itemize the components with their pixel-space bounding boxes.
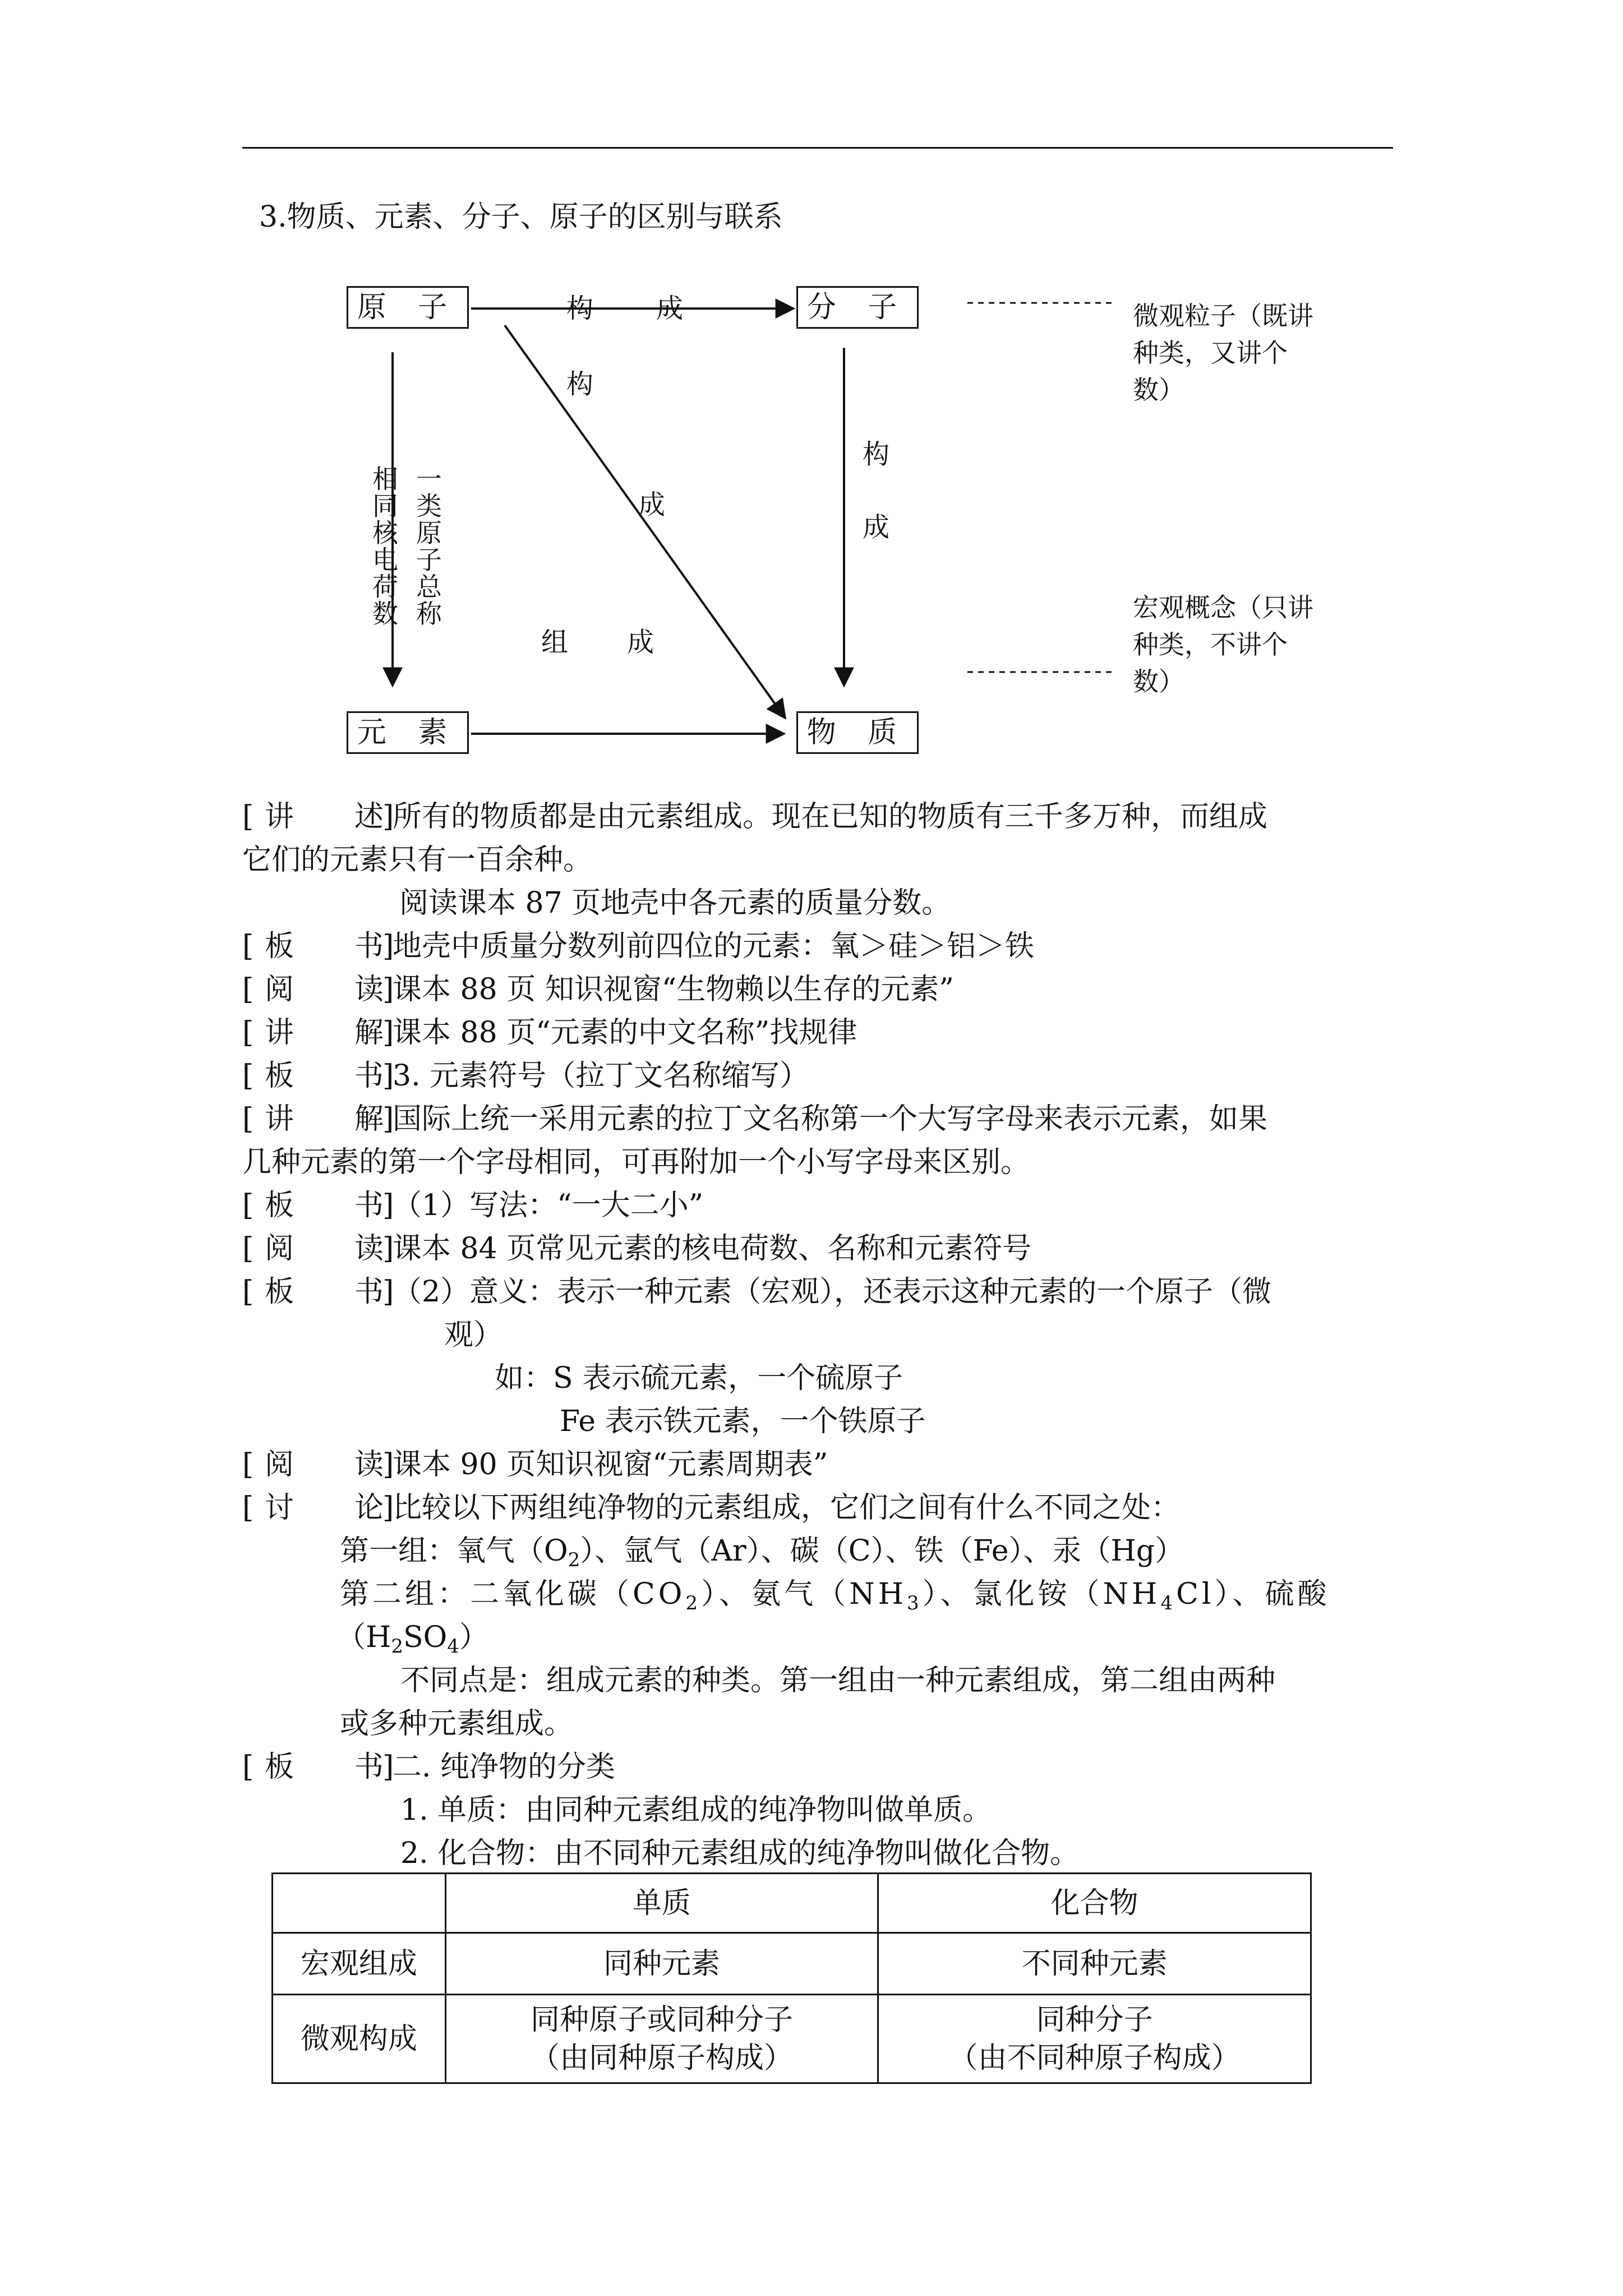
left-vertical-label-1: 相同核电荷数: [372, 464, 398, 629]
right-arrow-label-1: 构: [863, 439, 890, 470]
tag-bracket: [: [242, 1102, 254, 1136]
line-text: 课本 88 页“元素的中文名称”找规律: [393, 1016, 857, 1050]
formula-item: 铁（Fe）、: [914, 1534, 1053, 1568]
lesson-body: [242, 795, 1398, 1875]
tag-char: 讲: [265, 800, 294, 834]
tag-char: 阅: [265, 973, 294, 1006]
line-text: 比较以下两组纯净物的元素组成，它们之间有什么不同之处：: [393, 1491, 1181, 1525]
text-line: [242, 1141, 1398, 1184]
atom-box: 原 子: [347, 286, 469, 329]
table-header-element: 单质: [445, 1874, 878, 1933]
tag-bracket: ]: [382, 1491, 394, 1525]
line-text: 阅读课本 87 页地壳中各元素的质量分数。: [399, 886, 951, 920]
subscript: 2: [568, 1549, 580, 1571]
diag-label-1: 构: [566, 369, 594, 400]
subscript: 3: [906, 1592, 923, 1614]
text-line: [242, 795, 1398, 839]
line-text: 1. 单质：由同种元素组成的纯净物叫做单质。: [400, 1793, 992, 1827]
line-text: 课本 84 页常见元素的核电荷数、名称和元素符号: [393, 1232, 1032, 1266]
text-line: [242, 1616, 1398, 1659]
tag-char: 读: [354, 973, 384, 1006]
tag-bracket: [: [242, 800, 254, 834]
line-text: 课本 90 页知识视窗“元素周期表”: [393, 1448, 828, 1481]
tag-char: 书: [354, 1750, 384, 1784]
tag-char: 读: [354, 1232, 384, 1266]
text-line: [242, 1227, 1398, 1271]
tag-bracket: ]: [382, 800, 394, 834]
group-label: 第一组：: [340, 1534, 457, 1568]
concept-diagram: [314, 264, 1391, 769]
table-cell: 同种元素: [445, 1933, 878, 1995]
group-label: 第二组：: [340, 1577, 471, 1611]
cell-line: （由同种原子构成）: [531, 2041, 794, 2075]
tag-bracket: [: [242, 1232, 254, 1266]
tag-char: 书: [354, 1189, 384, 1222]
tag-bracket: [: [242, 1750, 254, 1784]
tag-bracket: ]: [382, 1275, 394, 1309]
text-line: [242, 1271, 1398, 1314]
formula-item: 氩气（Ar）、: [624, 1534, 790, 1568]
text-line: [242, 1443, 1398, 1487]
tag-bracket: [: [242, 1491, 254, 1525]
table-row: [273, 1995, 1311, 2083]
cell-line: （由不同种原子构成）: [948, 2041, 1241, 2075]
tag-bracket: ]: [382, 1016, 394, 1050]
tag-char: 讨: [265, 1491, 294, 1525]
text-line: [242, 1659, 1398, 1703]
tag-char: 书: [354, 1275, 384, 1309]
text-line: [242, 1789, 1398, 1832]
tag-bracket: ]: [382, 1750, 394, 1784]
text-line: [242, 882, 1398, 925]
line-text: 3. 元素符号（拉丁文名称缩写）: [393, 1059, 809, 1093]
top-arrow-label-2: 成: [656, 293, 684, 324]
bottom-label-2: 成: [627, 627, 654, 658]
table-cell: [445, 1995, 878, 2083]
tag-bracket: [: [242, 973, 254, 1006]
line-text: 国际上统一采用元素的拉丁文名称第一个大写字母来表示元素，如果: [393, 1102, 1268, 1136]
tag-char: 解: [354, 1016, 384, 1050]
subscript: 4: [1160, 1592, 1177, 1614]
subscript: 2: [391, 1635, 403, 1658]
tag-char: 论: [354, 1491, 384, 1525]
tag-bracket: ]: [382, 1189, 394, 1222]
tag-char: 阅: [265, 1448, 294, 1481]
text-line: [242, 1703, 1398, 1746]
text-line: [242, 1098, 1398, 1141]
tag-bracket: [: [242, 1189, 254, 1222]
tag-bracket: [: [242, 1448, 254, 1481]
bottom-label-1: 组: [541, 627, 569, 658]
section-heading: 3.物质、元素、分子、原子的区别与联系: [259, 200, 783, 234]
tag-char: 书: [354, 930, 384, 963]
text-line: [242, 1400, 1398, 1443]
header-rule: [242, 147, 1393, 149]
substance-box: 物 质: [796, 711, 919, 754]
table-header-compound: 化合物: [878, 1874, 1311, 1933]
right-arrow-label-2: 成: [863, 512, 890, 543]
table-header-empty: [273, 1874, 446, 1933]
classification-table: [271, 1872, 1312, 2084]
line-text: （2）意义：表示一种元素（宏观），还表示这种元素的一个原子（微: [393, 1275, 1272, 1309]
tag-char: 解: [354, 1102, 384, 1136]
diag-label-2: 成: [638, 489, 666, 521]
text-line: [242, 1530, 1398, 1573]
molecule-box: 分 子: [796, 286, 919, 329]
text-line: [242, 1357, 1398, 1400]
line-text: 或多种元素组成。: [340, 1707, 574, 1741]
row-label: 宏观组成: [273, 1933, 446, 1995]
line-text: （1）写法：“一大二小”: [393, 1189, 704, 1222]
top-arrow-label-1: 构: [566, 293, 594, 324]
formula-item: 汞（Hg）: [1052, 1534, 1184, 1568]
tag-char: 讲: [265, 1016, 294, 1050]
tag-bracket: ]: [382, 1448, 394, 1481]
left-vertical-label-2: 一类原子总称: [416, 464, 442, 629]
tag-bracket: ]: [382, 973, 394, 1006]
tag-char: 板: [265, 1275, 294, 1309]
tag-bracket: [: [242, 1275, 254, 1309]
formula-item: 氧气$(O_2)$、: [457, 1534, 624, 1571]
table-header-row: [273, 1874, 1311, 1933]
table-cell: [878, 1995, 1311, 2083]
tag-char: 读: [354, 1448, 384, 1481]
formula-item: 氯化铵$(NH_4Cl)$、硫酸: [972, 1577, 1330, 1614]
tag-bracket: ]: [382, 1059, 394, 1093]
line-text: 如：S 表示硫元素，一个硫原子: [495, 1361, 903, 1395]
note-macro: 宏观概念（只讲种类，不讲个数）: [1133, 592, 1313, 697]
tag-bracket: ]: [382, 1232, 394, 1266]
subscript: 2: [685, 1592, 702, 1614]
tag-char: 讲: [265, 1102, 294, 1136]
formula-line: [340, 1530, 1184, 1573]
arrow-atom-to-substance: [505, 325, 785, 718]
line-text: 二. 纯净物的分类: [393, 1750, 616, 1784]
text-line: [242, 1055, 1398, 1098]
tag-char: 板: [265, 1189, 294, 1222]
text-line: [242, 1011, 1398, 1055]
text-line: [242, 1573, 1398, 1616]
line-text: 不同点是：组成元素的种类。第一组由一种元素组成，第二组由两种: [400, 1664, 1276, 1697]
line-text: Fe 表示铁元素，一个铁原子: [560, 1405, 926, 1438]
text-line: [242, 925, 1398, 968]
cell-line: 同种分子: [1036, 2003, 1153, 2037]
line-text: 2. 化合物：由不同种元素组成的纯净物叫做化合物。: [400, 1837, 1080, 1870]
cell-line: 同种原子或同种分子: [531, 2003, 794, 2037]
text-line: [242, 1487, 1398, 1530]
line-text: 观）: [444, 1318, 503, 1352]
tag-char: 书: [354, 1059, 384, 1093]
tag-char: 板: [265, 1059, 294, 1093]
line-text: 地壳中质量分数列前四位的元素：氧＞硅＞铝＞铁: [393, 930, 1035, 963]
text-line: [242, 1184, 1398, 1227]
text-line: [242, 1746, 1398, 1789]
tag-bracket: ]: [382, 930, 394, 963]
tag-char: 述: [354, 800, 384, 834]
line-text: 几种元素的第一个字母相同，可再附加一个小写字母来区别。: [242, 1145, 1030, 1179]
line-text: 它们的元素只有一百余种。: [242, 843, 593, 877]
tag-char: 板: [265, 1750, 294, 1784]
element-box: 元 素: [347, 711, 469, 754]
text-line: [242, 968, 1398, 1011]
text-line: [242, 1832, 1398, 1875]
text-line: [242, 1314, 1398, 1357]
formula-line: $(H_2SO_4)$: [336, 1621, 488, 1658]
tag-char: 板: [265, 930, 294, 963]
line-text: 课本 88 页 知识视窗“生物赖以生存的元素”: [393, 973, 954, 1006]
text-line: [242, 839, 1398, 882]
formula-item: 碳（C）、: [790, 1534, 915, 1568]
table-cell: 不同种元素: [878, 1933, 1311, 1995]
row-label: 微观构成: [273, 1995, 446, 2083]
line-text: 所有的物质都是由元素组成。现在已知的物质有三千多万种，而组成: [393, 800, 1268, 834]
formula-line: [340, 1573, 1330, 1616]
tag-bracket: [: [242, 1016, 254, 1050]
table-row: [273, 1933, 1311, 1995]
tag-char: 阅: [265, 1232, 294, 1266]
tag-bracket: [: [242, 930, 254, 963]
note-micro: 微观粒子（既讲种类，又讲个数）: [1133, 301, 1313, 405]
tag-bracket: [: [242, 1059, 254, 1093]
subscript: 4: [447, 1635, 459, 1658]
formula-item: 二氧化碳$(CO_2)$、: [470, 1577, 752, 1614]
tag-bracket: ]: [382, 1102, 394, 1136]
formula-item: 氨气$(NH_3)$、: [751, 1577, 973, 1614]
